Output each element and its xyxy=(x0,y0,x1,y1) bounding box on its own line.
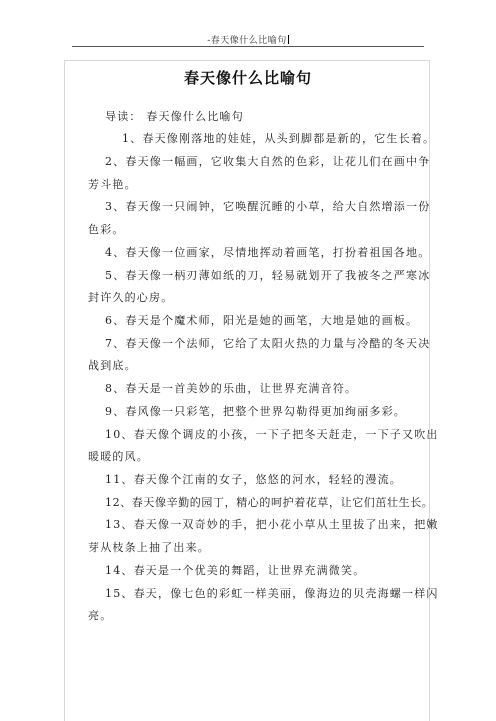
text-line: 7、春天像一个法师，它给了太阳火热的力量与冷酷的冬天决 xyxy=(105,337,431,350)
page-header xyxy=(0,33,496,46)
text-line: 5、春天像一柄刃薄如纸的刀，轻易就划开了我被冬之严寒冰 xyxy=(105,269,431,282)
text-line: 2、春天像一幅画，它收集大自然的色彩，让花儿们在画中争 xyxy=(105,155,431,168)
header-title: -春天像什么比喻句 xyxy=(207,36,287,46)
header-divider xyxy=(72,46,424,47)
text-line: 战到底。 xyxy=(88,359,137,372)
text-line: 芳斗艳。 xyxy=(88,178,137,191)
text-line: 13、春天像一双奇妙的手，把小花小草从土里拔了出来，把嫩 xyxy=(105,518,439,531)
intro-line: 导读： 春天像什么比喻句 xyxy=(105,110,244,123)
text-line: 6、春天是个魔术师，阳光是她的画笔，大地是她的画板。 xyxy=(105,314,419,327)
text-line: 亮。 xyxy=(88,609,113,622)
text-line: 11、春天像个江南的女子，悠悠的河水，轻轻的漫流。 xyxy=(105,473,402,486)
text-line: 封许久的心房。 xyxy=(88,291,174,304)
text-line: 1、春天像刚落地的娃娃，从头到脚都是新的，它生长着。 xyxy=(122,132,436,145)
text-line: 15、春天，像七色的彩虹一样美丽，像海边的贝壳海螺一样闪 xyxy=(105,587,439,600)
document-title: 春天像什么比喻句 xyxy=(183,69,312,87)
text-cursor xyxy=(288,35,289,44)
text-line: 3、春天像一只闹钟，它唤醒沉睡的小草，给大自然增添一份 xyxy=(105,200,431,213)
text-line: 12、春天像辛勤的园丁，精心的呵护着花草，让它们茁壮生长。 xyxy=(105,496,434,509)
text-line: 8、春天是一首美妙的乐曲，让世界充满音符。 xyxy=(105,382,358,395)
text-line: 色彩。 xyxy=(88,223,125,236)
text-line: 芽从枝条上抽了出来。 xyxy=(88,541,210,554)
text-line: 10、春天像个调皮的小孩，一下子把冬天赶走，一下子又吹出 xyxy=(105,428,439,441)
text-line: 14、春天是一个优美的舞蹈，让世界充满微笑。 xyxy=(105,564,366,577)
text-line: 4、春天像一位画家，尽情地挥动着画笔，打扮着祖国各地。 xyxy=(105,246,431,259)
text-line: 9、春风像一只彩笔，把整个世界勾勒得更加绚丽多彩。 xyxy=(105,405,406,418)
text-line: 暖暖的风。 xyxy=(88,450,149,463)
